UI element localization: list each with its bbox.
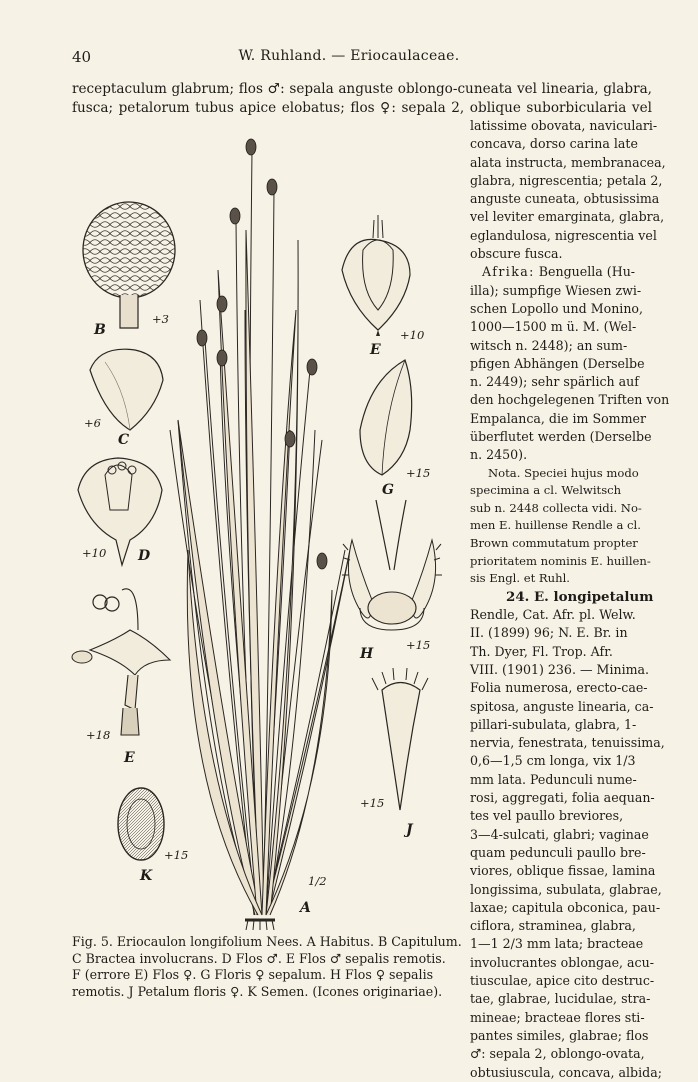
figure-k-seed [118,788,164,860]
figure-a-flower-heads [197,139,327,569]
species-heading: 24. E. longipetalum [506,588,654,605]
mag-e-right: +10 [400,328,425,342]
text-line: Empalanca, die im Sommer [470,410,647,426]
text-line: anguste cuneata, obtusissima [470,191,660,207]
text-line: witsch n. 2448); an sum- [470,337,628,353]
text-line: sis Engl. et Ruhl. [470,571,570,586]
label-e-left: E [124,750,135,766]
mag-e-left: +18 [86,728,111,742]
text-line: tiusculae, apice cito destruc- [470,973,655,989]
text-line: concava, dorso carina late [470,136,638,152]
figure-e-male-flower-open [72,589,170,735]
text-line: spitosa, anguste linearia, ca- [470,698,654,714]
mag-h: +15 [406,638,431,652]
mag-c: +6 [84,416,101,430]
text-line: glabra, nigrescentia; petala 2, [470,172,663,188]
label-j: J [406,822,413,838]
right-text-column [470,117,670,1082]
figure-caption [72,934,464,1000]
text-line: obscure fusca. [470,246,563,262]
label-b: B [94,322,106,338]
text-line: tes vel paullo breviores, [470,808,624,824]
text-line: ♂: sepala 2, oblongo-ovata, [470,1046,645,1062]
label-e-right: E [370,342,381,358]
text-line: laxae; capitula obconica, pau- [470,899,661,915]
text-line: involucrantes oblongae, acu- [470,954,654,970]
figure-drawing [60,130,470,930]
text-line: obtusiuscula, concava, albida; [470,1064,662,1080]
text-line: rosi, aggregati, folia aequan- [470,790,655,806]
text-line: 0,6—1,5 cm longa, vix 1/3 [470,753,636,769]
page-number: 40 [72,48,92,66]
text-line: vel leviter emarginata, glabra, [470,209,665,225]
text-line: receptaculum glabrum; flos ♂: sepala anguste oblongo-cuneata vel linearia, glabra, [72,81,652,97]
caption-line: C Bractea involucrans. D Flos ♂. E Flos ♂ sepalis remotis. [72,950,446,966]
text-line: Nota. Speciei hujus modo [488,465,639,480]
label-c: C [118,432,130,448]
mag-j: +15 [360,796,385,810]
text-line: quam pedunculi paullo bre- [470,844,646,860]
text-line: mm lata. Pedunculi nume- [470,771,637,787]
text-line: überflutet werden (Derselbe [470,429,652,445]
figure-g-female-sepal [360,360,412,475]
caption-line: remotis. J Petalum floris ♀. K Semen. (Icones originariae). [72,983,443,999]
text-line: tae, glabrae, lucidulae, stra- [470,991,651,1007]
text-line: 3—4-sulcati, glabri; vaginae [470,826,649,842]
text-line: longissima, subulata, glabrae, [470,881,662,897]
text-line: alata instructa, membranacea, [470,154,666,170]
figure-a-habitus [170,150,352,930]
label-a: A [300,900,311,916]
text-line: 1000—1500 m ü. M. (Wel- [470,319,637,335]
afrika-text: Benguella (Hu- [534,264,636,280]
text-line: fusca; petalorum tubus apice elobatus; flos ♀: sepala 2, oblique suborbicularia vel [72,99,652,116]
text-line: Th. Dyer, Fl. Trop. Afr. [470,643,613,659]
mag-a: 1/2 [308,874,327,888]
running-head: W. Ruhland. — Eriocaulaceae. [238,48,460,64]
text-line: pillari-subulata, glabra, 1- [470,716,637,732]
text-line: mineae; bracteae flores sti- [470,1009,645,1025]
text-line: men E. huillense Rendle a cl. [470,518,641,533]
mag-k: +15 [164,848,189,862]
text-line: Folia numerosa, erecto-cae- [470,680,648,696]
botanical-figure [60,130,470,930]
text-line: II. (1899) 96; N. E. Br. in [470,625,628,641]
label-g: G [382,482,394,498]
caption-line: F (errore E) Flos ♀. G Floris ♀ sepalum. H Flos ♀ sepalis [72,967,434,983]
mag-g: +15 [406,466,431,480]
text-line: nervia, fenestrata, tenuissima, [470,735,665,751]
text-line: schen Lopollo und Monino, [470,300,644,316]
text-line: eglandulosa, nigrescentia vel [470,227,657,243]
text-line: viores, oblique fissae, lamina [470,863,656,879]
nota-block [470,465,652,588]
text-line: pfigen Abhängen (Derselbe [470,355,645,371]
caption-line: Fig. 5. Eriocaulon longifolium Nees. A Habitus. B Capitulum. [72,934,462,949]
text-line: specimina a cl. Welwitsch [470,483,622,498]
text-line: latissime obovata, naviculari- [470,118,658,133]
label-h: H [360,646,374,662]
text-line: prioritatem nominis E. huillen- [470,553,651,568]
text-line: ciflora, straminea, glabra, [470,918,636,934]
label-k: K [140,868,153,884]
mag-b: +3 [152,312,169,326]
text-line: Brown commutatum propter [470,536,638,551]
text-line: n. 2450). [470,447,528,463]
text-line: VIII. (1901) 236. — Minima. [470,661,650,677]
figure-b-capitulum [83,202,175,328]
text-line: 1—1 2/3 mm lata; bracteae [470,936,644,952]
afrika-line [470,263,652,281]
figure-h-female-flower-open [342,500,442,630]
text-line: illa); sumpfige Wiesen zwi- [470,282,642,298]
text-line: sub n. 2448 collecta vidi. No- [470,500,642,515]
figure-j-female-petal [372,668,428,810]
text-line: Rendle, Cat. Afr. pl. Welw. [470,607,636,623]
text-line: pantes similes, glabrae; flos [470,1027,649,1043]
top-paragraph [72,80,652,117]
figure-e-female-flower [342,215,410,336]
mag-d: +10 [82,546,107,560]
text-line: den hochgelegenen Triften von [470,392,670,408]
text-line: n. 2449); sehr spärlich auf [470,374,639,390]
label-d: D [138,548,151,564]
afrika-label: Afrika: [482,264,535,280]
